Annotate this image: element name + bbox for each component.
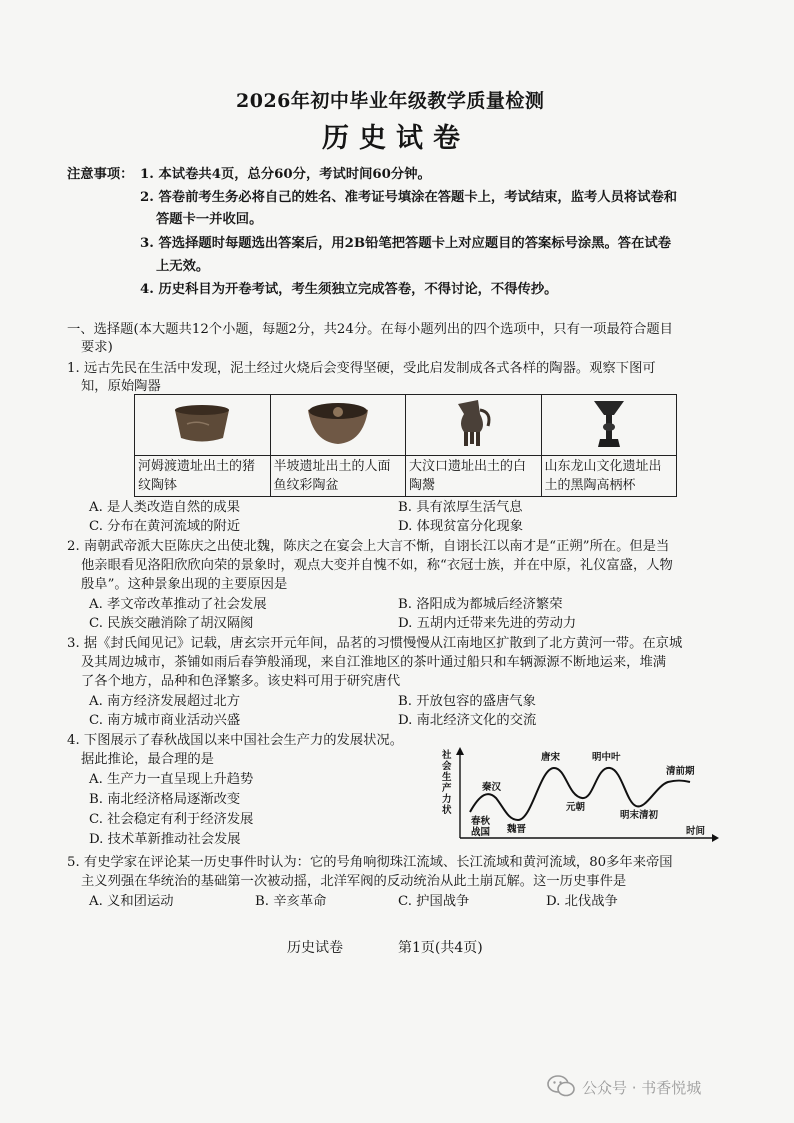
x-axis-arrow (712, 834, 719, 842)
q1-stem-line2: 知，原始陶器 (81, 379, 161, 394)
q5-stem-line1: 5. 有史学家在评论某一历史事件时认为：它的号角响彻珠江流域、长江流域和黄河流域，80多年来帝国 (67, 855, 673, 870)
black-pottery-cup-image (574, 395, 644, 451)
notice-item-3: 3. 答选择题时每题选出答案后，用2B铅笔把答题卡上对应题目的答案标号涂黑。答在试卷 (140, 236, 671, 251)
q1-option-d: D. 体现贫富分化现象 (398, 519, 524, 534)
pottery-caption-2: 半坡遗址出土的人面鱼纹彩陶盆 (270, 456, 406, 497)
chart-ylabel-6: 状 (442, 805, 452, 816)
q4-option-b: B. 南北经济格局逐渐改变 (89, 792, 241, 807)
q2-stem-line2: 他亲眼看见洛阳欣欣向荣的景象时，观点大变并自愧不如，称“衣冠士族，并在中原，礼仪富盛，人物 (81, 558, 673, 573)
notice-item-2: 2. 答卷前考生务必将自己的姓名、准考证号填涂在答题卡上，考试结束，监考人员将试卷和 (140, 190, 678, 205)
chart-label-mingzhongye: 明中叶 (592, 752, 621, 763)
chart-ylabel-2: 会 (442, 761, 452, 772)
productivity-chart (440, 746, 720, 850)
section-heading: 一、选择题(本大题共12个小题，每题2分，共24分。在每小题列出的四个选项中，只有一项最符合题目 (67, 322, 673, 337)
pottery-caption-3: 大汶口遗址出土的白陶鬶 (406, 456, 542, 497)
q2-option-c: C. 民族交融消除了胡汉隔阂 (89, 616, 254, 631)
q3-option-a: A. 南方经济发展超过北方 (89, 694, 241, 709)
wechat-icon (546, 1074, 576, 1098)
q2-option-a: A. 孝文帝改革推动了社会发展 (89, 597, 267, 612)
q3-option-b: B. 开放包容的盛唐气象 (398, 694, 536, 709)
chart-label-qinhan: 秦汉 (482, 782, 502, 793)
q4-option-a: A. 生产力一直呈现上升趋势 (89, 772, 254, 787)
q4-stem-line2: 据此推论，最合理的是 (81, 752, 214, 767)
chart-ylabel-5: 力 (442, 794, 452, 805)
q1-option-b: B. 具有浓厚生活气息 (398, 500, 523, 515)
chart-label-mingmoqingchu: 明末清初 (620, 810, 659, 821)
chart-ylabel-3: 生 (442, 772, 452, 783)
y-axis-arrow (456, 747, 464, 755)
q5-stem-line2: 主义列强在华统治的基础第一次被动摇，北洋军阀的反动统治从此土崩瓦解。这一历史事件是 (81, 874, 627, 889)
notice-item-4: 4. 历史科目为开卷考试，考生须独立完成答卷，不得讨论，不得传抄。 (140, 282, 558, 297)
q2-option-b: B. 洛阳成为都城后经济繁荣 (398, 597, 563, 612)
chart-label-chunqiu-2: 战国 (471, 827, 491, 838)
exam-title: 2026年初中毕业年级教学质量检测 (236, 90, 545, 112)
notice-label: 注意事项： (67, 167, 134, 182)
pig-pattern-bowl-image (167, 398, 237, 448)
q1-option-a: A. 是人类改造自然的成果 (89, 500, 241, 515)
pottery-caption-4: 山东龙山文化遗址出土的黑陶高柄杯 (541, 456, 677, 497)
q3-option-c: C. 南方城市商业活动兴盛 (89, 713, 241, 728)
pottery-cell-4 (541, 395, 677, 456)
q3-option-d: D. 南北经济文化的交流 (398, 713, 537, 728)
chart-label-yuanchao: 元朝 (566, 802, 586, 813)
notice-item-3-cont: 上无效。 (156, 259, 210, 274)
q5-option-a: A. 义和团运动 (89, 894, 174, 909)
pottery-cell-1 (135, 395, 271, 456)
q3-stem-line2: 及其周边城市，茶铺如雨后春笋般涌现，来自江淮地区的茶叶通过船只和车辆源源不断地运来，堆满 (81, 655, 667, 670)
q4-option-d: D. 技术革新推动社会发展 (89, 832, 241, 847)
q4-stem-line1: 4. 下图展示了春秋战国以来中国社会生产力的发展状况。 (67, 733, 404, 748)
pottery-table (134, 394, 677, 497)
q2-stem-line1: 2. 南朝武帝派大臣陈庆之出使北魏，陈庆之在宴会上大言不惭，自诩长江以南才是“正朔”所在。但是当 (67, 539, 670, 554)
q1-stem-line1: 1. 远古先民在生活中发现，泥土经过火烧后会变得坚硬，受此启发制成各式各样的陶器。观察下图可 (67, 361, 656, 376)
q5-option-c: C. 护国战争 (398, 894, 470, 909)
chart-xlabel: 时间 (686, 826, 706, 837)
footer-page-number: 第1页(共4页) (398, 940, 483, 956)
watermark-text: 公众号 · 书香悦城 (582, 1079, 702, 1097)
q5-option-b: B. 辛亥革命 (255, 894, 327, 909)
white-pottery-gui-image (438, 396, 508, 450)
chart-label-tangsong: 唐宋 (541, 752, 561, 763)
notice-item-1: 1. 本试卷共4页，总分60分，考试时间60分钟。 (140, 167, 431, 182)
chart-label-qingqianqi: 清前期 (666, 766, 695, 777)
q3-stem-line3: 了各个地方，品种和色泽繁多。该史料可用于研究唐代 (81, 674, 401, 689)
chart-ylabel-4: 产 (442, 783, 452, 794)
pottery-cell-2 (270, 395, 406, 456)
q4-option-c: C. 社会稳定有利于经济发展 (89, 812, 254, 827)
q2-option-d: D. 五胡内迁带来先进的劳动力 (398, 616, 577, 631)
q1-option-c: C. 分布在黄河流域的附近 (89, 519, 241, 534)
chart-ylabel-1: 社 (442, 750, 452, 761)
subject-title: 历史试卷 (322, 123, 470, 154)
chart-label-weijin: 魏晋 (507, 824, 527, 835)
q3-stem-line1: 3. 据《封氏闻见记》记载，唐玄宗开元年间，品茗的习惯慢慢从江南地区扩散到了北方黄河一带。在京城 (67, 636, 683, 651)
pottery-caption-1: 河姆渡遗址出土的猪纹陶钵 (135, 456, 271, 497)
footer-subject: 历史试卷 (287, 940, 343, 956)
notice-item-2-cont: 答题卡一并收回。 (156, 212, 263, 227)
chart-label-chunqiu-1: 春秋 (471, 816, 491, 827)
q5-option-d: D. 北伐战争 (546, 894, 618, 909)
section-heading-cont: 要求) (81, 340, 113, 355)
pottery-cell-3 (406, 395, 542, 456)
q2-stem-line3: 殷阜”。这种景象出现的主要原因是 (81, 577, 288, 592)
fish-face-basin-image (303, 398, 373, 448)
